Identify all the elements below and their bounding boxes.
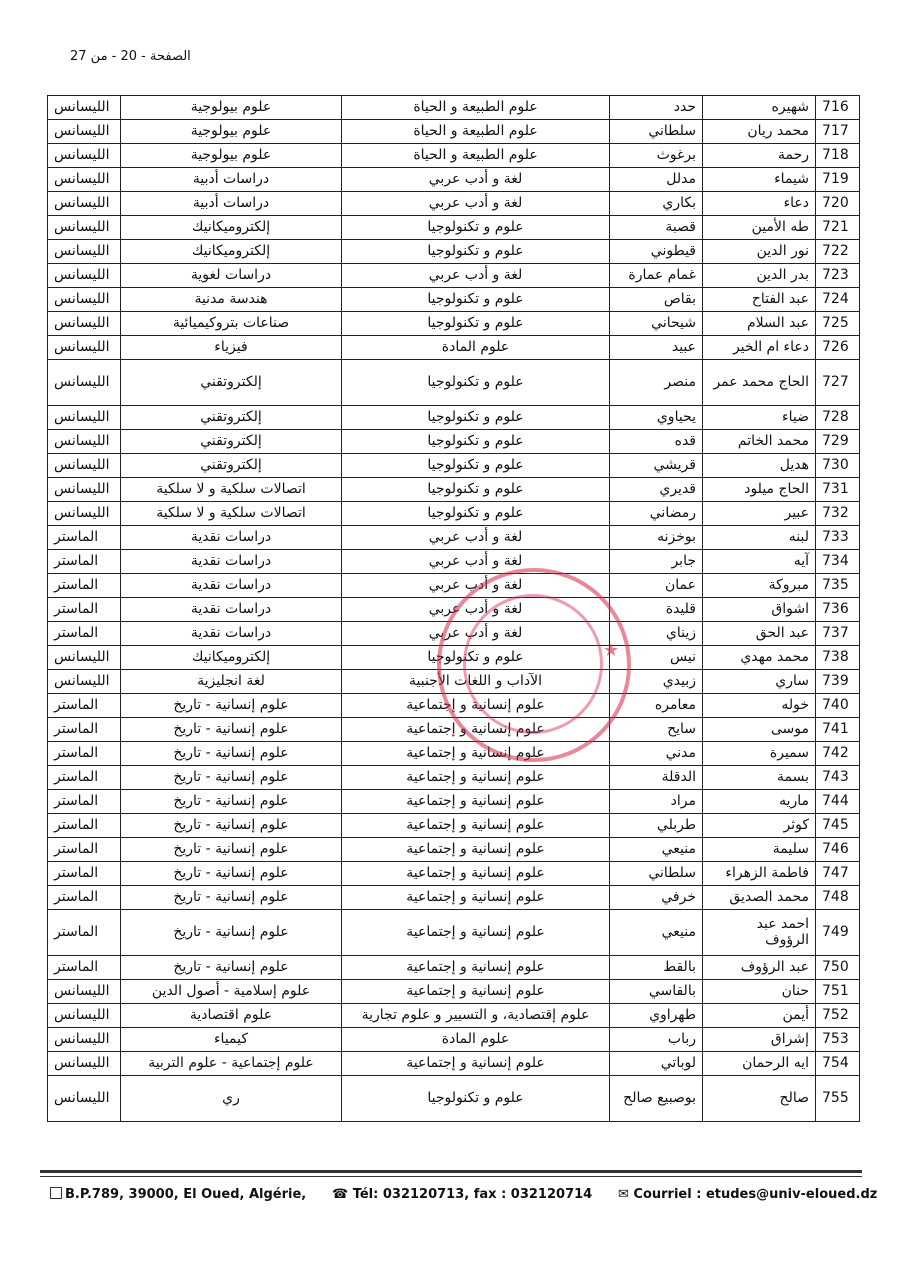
domain-cell: علوم و تكنولوجيا (342, 406, 610, 430)
domain-cell: علوم الطبيعة و الحياة (342, 96, 610, 120)
specialty-cell: كيمياء (121, 1028, 342, 1052)
domain-cell: علوم و تكنولوجيا (342, 430, 610, 454)
table-row (48, 1076, 860, 1122)
last-name-cell: خرفي (610, 886, 703, 910)
stamp-star-icon: ★ (603, 640, 620, 661)
row-number-cell: 723 (816, 264, 860, 288)
domain-cell: علوم و تكنولوجيا (342, 288, 610, 312)
domain-cell: علوم المادة (342, 1028, 610, 1052)
specialty-cell: علوم اقتصادية (121, 1004, 342, 1028)
last-name-cell: بوصبيع صالح (610, 1076, 703, 1122)
degree-level-cell: الليسانس (48, 312, 121, 336)
specialty-cell: اتصالات سلكية و لا سلكية (121, 502, 342, 526)
first-name-cell: محمد ريان (703, 120, 816, 144)
last-name-cell: حدد (610, 96, 703, 120)
specialty-cell: علوم إنسانية - تاريخ (121, 910, 342, 956)
degree-level-cell: الماستر (48, 838, 121, 862)
row-number-cell: 751 (816, 980, 860, 1004)
specialty-cell: علوم بيولوجية (121, 144, 342, 168)
degree-level-cell: الماستر (48, 956, 121, 980)
first-name-cell: فاطمة الزهراء (703, 862, 816, 886)
row-number-cell: 744 (816, 790, 860, 814)
degree-level-cell: الليسانس (48, 478, 121, 502)
row-number-cell: 736 (816, 598, 860, 622)
first-name-cell: سميرة (703, 742, 816, 766)
domain-cell: علوم و تكنولوجيا (342, 312, 610, 336)
table-row (48, 192, 860, 216)
domain-cell: لغة و أدب عربي (342, 168, 610, 192)
domain-cell: علوم إنسانية و إجتماعية (342, 838, 610, 862)
first-name-cell: سليمة (703, 838, 816, 862)
table-row (48, 454, 860, 478)
row-number-cell: 717 (816, 120, 860, 144)
domain-cell: لغة و أدب عربي (342, 622, 610, 646)
last-name-cell: شيحاني (610, 312, 703, 336)
first-name-cell: بسمة (703, 766, 816, 790)
last-name-cell: منصر (610, 360, 703, 406)
specialty-cell: إلكتروميكانيك (121, 240, 342, 264)
table-row (48, 814, 860, 838)
degree-level-cell: الليسانس (48, 1028, 121, 1052)
degree-level-cell: الليسانس (48, 264, 121, 288)
first-name-cell: ايه الرحمان (703, 1052, 816, 1076)
degree-level-cell: الماستر (48, 910, 121, 956)
first-name-cell: ساري (703, 670, 816, 694)
domain-cell: لغة و أدب عربي (342, 598, 610, 622)
degree-level-cell: الليسانس (48, 240, 121, 264)
row-number-cell: 742 (816, 742, 860, 766)
degree-level-cell: الليسانس (48, 502, 121, 526)
degree-level-cell: الليسانس (48, 336, 121, 360)
row-number-cell: 739 (816, 670, 860, 694)
table-row (48, 910, 860, 956)
last-name-cell: قيطوني (610, 240, 703, 264)
domain-cell: علوم إنسانية و إجتماعية (342, 956, 610, 980)
specialty-cell: علوم إنسانية - تاريخ (121, 956, 342, 980)
domain-cell: علوم الطبيعة و الحياة (342, 120, 610, 144)
table-row (48, 862, 860, 886)
table-row (48, 502, 860, 526)
table-row (48, 1004, 860, 1028)
table-row (48, 742, 860, 766)
table-row (48, 264, 860, 288)
specialty-cell: إلكتروميكانيك (121, 646, 342, 670)
last-name-cell: قريشي (610, 454, 703, 478)
row-number-cell: 740 (816, 694, 860, 718)
degree-level-cell: الماستر (48, 814, 121, 838)
specialty-cell: إلكتروتقني (121, 360, 342, 406)
page-number-label: الصفحة - 20 - من 27 (70, 49, 191, 64)
first-name-cell: عبد السلام (703, 312, 816, 336)
degree-level-cell: الماستر (48, 598, 121, 622)
degree-level-cell: الماستر (48, 550, 121, 574)
table-row (48, 1028, 860, 1052)
specialty-cell: دراسات نقدية (121, 550, 342, 574)
domain-cell: علوم إنسانية و إجتماعية (342, 910, 610, 956)
specialty-cell: دراسات لغوية (121, 264, 342, 288)
table-row (48, 406, 860, 430)
row-number-cell: 746 (816, 838, 860, 862)
degree-level-cell: الليسانس (48, 1004, 121, 1028)
last-name-cell: معامره (610, 694, 703, 718)
table-row (48, 360, 860, 406)
domain-cell: علوم إنسانية و إجتماعية (342, 718, 610, 742)
row-number-cell: 726 (816, 336, 860, 360)
specialty-cell: إلكتروتقني (121, 454, 342, 478)
first-name-cell: حنان (703, 980, 816, 1004)
degree-level-cell: الليسانس (48, 1076, 121, 1122)
domain-cell: علوم المادة (342, 336, 610, 360)
table-row (48, 96, 860, 120)
last-name-cell: عبيد (610, 336, 703, 360)
last-name-cell: بالقط (610, 956, 703, 980)
degree-level-cell: الليسانس (48, 144, 121, 168)
first-name-cell: رحمة (703, 144, 816, 168)
last-name-cell: يحياوي (610, 406, 703, 430)
last-name-cell: منيعي (610, 838, 703, 862)
last-name-cell: بالقاسي (610, 980, 703, 1004)
table-row (48, 120, 860, 144)
last-name-cell: سلطاني (610, 120, 703, 144)
last-name-cell: بوخزنه (610, 526, 703, 550)
first-name-cell: آيه (703, 550, 816, 574)
last-name-cell: لوباتي (610, 1052, 703, 1076)
domain-cell: لغة و أدب عربي (342, 192, 610, 216)
last-name-cell: طهراوي (610, 1004, 703, 1028)
specialty-cell: علوم إجتماعية - علوم التربية (121, 1052, 342, 1076)
last-name-cell: مراد (610, 790, 703, 814)
specialty-cell: دراسات نقدية (121, 598, 342, 622)
row-number-cell: 748 (816, 886, 860, 910)
degree-level-cell: الليسانس (48, 646, 121, 670)
table-row (48, 646, 860, 670)
table-row (48, 718, 860, 742)
last-name-cell: الدقلة (610, 766, 703, 790)
first-name-cell: بدر الدين (703, 264, 816, 288)
specialty-cell: دراسات نقدية (121, 574, 342, 598)
first-name-cell: موسى (703, 718, 816, 742)
degree-level-cell: الماستر (48, 526, 121, 550)
specialty-cell: علوم إنسانية - تاريخ (121, 742, 342, 766)
specialty-cell: هندسة مدنية (121, 288, 342, 312)
last-name-cell: مدني (610, 742, 703, 766)
first-name-cell: عبير (703, 502, 816, 526)
last-name-cell: سلطاني (610, 862, 703, 886)
table-row (48, 956, 860, 980)
first-name-cell: محمد الخاتم (703, 430, 816, 454)
row-number-cell: 737 (816, 622, 860, 646)
last-name-cell: قليدة (610, 598, 703, 622)
first-name-cell: دعاء ام الخير (703, 336, 816, 360)
first-name-cell: خوله (703, 694, 816, 718)
degree-level-cell: الليسانس (48, 216, 121, 240)
first-name-cell: إشراق (703, 1028, 816, 1052)
last-name-cell: مدلل (610, 168, 703, 192)
last-name-cell: سايح (610, 718, 703, 742)
row-number-cell: 721 (816, 216, 860, 240)
mailbox-icon (50, 1187, 62, 1199)
specialty-cell: علوم إنسانية - تاريخ (121, 886, 342, 910)
degree-level-cell: الليسانس (48, 192, 121, 216)
specialty-cell: لغة انجليزية (121, 670, 342, 694)
row-number-cell: 738 (816, 646, 860, 670)
footer-divider (40, 1170, 862, 1173)
degree-level-cell: الليسانس (48, 288, 121, 312)
footer-email (618, 1187, 877, 1202)
first-name-cell: محمد مهدي (703, 646, 816, 670)
domain-cell: لغة و أدب عربي (342, 264, 610, 288)
last-name-cell: بكاري (610, 192, 703, 216)
first-name-cell: كوثر (703, 814, 816, 838)
row-number-cell: 749 (816, 910, 860, 956)
row-number-cell: 745 (816, 814, 860, 838)
domain-cell: علوم الطبيعة و الحياة (342, 144, 610, 168)
last-name-cell: غمام عمارة (610, 264, 703, 288)
last-name-cell: منيعي (610, 910, 703, 956)
first-name-cell: عبد الحق (703, 622, 816, 646)
degree-level-cell: الليسانس (48, 430, 121, 454)
domain-cell: علوم إنسانية و إجتماعية (342, 980, 610, 1004)
domain-cell: علوم إنسانية و إجتماعية (342, 742, 610, 766)
row-number-cell: 722 (816, 240, 860, 264)
first-name-cell: محمد الصديق (703, 886, 816, 910)
degree-level-cell: الماستر (48, 790, 121, 814)
specialty-cell: دراسات أدبية (121, 192, 342, 216)
table-row (48, 168, 860, 192)
first-name-cell: ضياء (703, 406, 816, 430)
table-row (48, 430, 860, 454)
domain-cell: علوم و تكنولوجيا (342, 454, 610, 478)
degree-level-cell: الماستر (48, 718, 121, 742)
row-number-cell: 725 (816, 312, 860, 336)
row-number-cell: 734 (816, 550, 860, 574)
degree-level-cell: الليسانس (48, 980, 121, 1004)
last-name-cell: برغوث (610, 144, 703, 168)
first-name-cell: الحاج محمد عمر (703, 360, 816, 406)
domain-cell: علوم و تكنولوجيا (342, 478, 610, 502)
row-number-cell: 716 (816, 96, 860, 120)
first-name-cell: عبد الفتاح (703, 288, 816, 312)
table-row (48, 1052, 860, 1076)
table-row (48, 886, 860, 910)
first-name-cell: عبد الرؤوف (703, 956, 816, 980)
specialty-cell: علوم إنسانية - تاريخ (121, 838, 342, 862)
degree-level-cell: الماستر (48, 862, 121, 886)
degree-level-cell: الليسانس (48, 454, 121, 478)
last-name-cell: جابر (610, 550, 703, 574)
degree-level-cell: الليسانس (48, 360, 121, 406)
domain-cell: علوم إنسانية و إجتماعية (342, 1052, 610, 1076)
specialty-cell: دراسات أدبية (121, 168, 342, 192)
first-name-cell: نور الدين (703, 240, 816, 264)
domain-cell: الآداب و اللغات الأجنبية (342, 670, 610, 694)
student-roster-table (47, 95, 860, 1122)
row-number-cell: 720 (816, 192, 860, 216)
last-name-cell: عمان (610, 574, 703, 598)
domain-cell: لغة و أدب عربي (342, 526, 610, 550)
domain-cell: علوم و تكنولوجيا (342, 646, 610, 670)
table-row (48, 574, 860, 598)
row-number-cell: 727 (816, 360, 860, 406)
degree-level-cell: الليسانس (48, 406, 121, 430)
table-row (48, 312, 860, 336)
specialty-cell: علوم إنسانية - تاريخ (121, 718, 342, 742)
domain-cell: علوم و تكنولوجيا (342, 360, 610, 406)
table-row (48, 670, 860, 694)
row-number-cell: 754 (816, 1052, 860, 1076)
specialty-cell: دراسات نقدية (121, 622, 342, 646)
row-number-cell: 735 (816, 574, 860, 598)
last-name-cell: قده (610, 430, 703, 454)
degree-level-cell: الماستر (48, 766, 121, 790)
first-name-cell: الحاج ميلود (703, 478, 816, 502)
specialty-cell: علوم بيولوجية (121, 120, 342, 144)
row-number-cell: 755 (816, 1076, 860, 1122)
first-name-cell: لبنه (703, 526, 816, 550)
first-name-cell: أيمن (703, 1004, 816, 1028)
footer-address (50, 1187, 306, 1202)
last-name-cell: زبيدي (610, 670, 703, 694)
table-row (48, 694, 860, 718)
table-row (48, 478, 860, 502)
domain-cell: علوم إنسانية و إجتماعية (342, 766, 610, 790)
domain-cell: علوم إنسانية و إجتماعية (342, 790, 610, 814)
row-number-cell: 747 (816, 862, 860, 886)
last-name-cell: قصبة (610, 216, 703, 240)
table-row (48, 526, 860, 550)
row-number-cell: 752 (816, 1004, 860, 1028)
table-row (48, 980, 860, 1004)
specialty-cell: علوم إسلامية - أصول الدين (121, 980, 342, 1004)
row-number-cell: 733 (816, 526, 860, 550)
specialty-cell: علوم إنسانية - تاريخ (121, 766, 342, 790)
specialty-cell: إلكتروتقني (121, 406, 342, 430)
first-name-cell: صالح (703, 1076, 816, 1122)
footer-address-text: B.P.789, 39000, El Oued, Algérie, (65, 1187, 307, 1202)
domain-cell: علوم إنسانية و إجتماعية (342, 814, 610, 838)
first-name-cell: مبروكة (703, 574, 816, 598)
domain-cell: لغة و أدب عربي (342, 574, 610, 598)
row-number-cell: 732 (816, 502, 860, 526)
specialty-cell: اتصالات سلكية و لا سلكية (121, 478, 342, 502)
domain-cell: علوم إنسانية و إجتماعية (342, 886, 610, 910)
table-row (48, 550, 860, 574)
degree-level-cell: الماستر (48, 694, 121, 718)
domain-cell: لغة و أدب عربي (342, 550, 610, 574)
first-name-cell: دعاء (703, 192, 816, 216)
last-name-cell: رمضاني (610, 502, 703, 526)
degree-level-cell: الماستر (48, 574, 121, 598)
degree-level-cell: الليسانس (48, 120, 121, 144)
first-name-cell: احمد عبد الرؤوف (703, 910, 816, 956)
row-number-cell: 731 (816, 478, 860, 502)
roster-body (48, 96, 860, 1122)
footer-phone (332, 1187, 592, 1202)
row-number-cell: 724 (816, 288, 860, 312)
domain-cell: علوم و تكنولوجيا (342, 1076, 610, 1122)
last-name-cell: قديري (610, 478, 703, 502)
table-row (48, 216, 860, 240)
last-name-cell: رباب (610, 1028, 703, 1052)
row-number-cell: 753 (816, 1028, 860, 1052)
degree-level-cell: الليسانس (48, 96, 121, 120)
row-number-cell: 743 (816, 766, 860, 790)
footer-email-text: Courriel : etudes@univ-eloued.dz (633, 1187, 878, 1202)
last-name-cell: طربلي (610, 814, 703, 838)
domain-cell: علوم إنسانية و إجتماعية (342, 694, 610, 718)
row-number-cell: 729 (816, 430, 860, 454)
footer-phone-text: Tél: 032120713, fax : 032120714 (352, 1187, 593, 1202)
domain-cell: علوم و تكنولوجيا (342, 502, 610, 526)
row-number-cell: 728 (816, 406, 860, 430)
first-name-cell: اشواق (703, 598, 816, 622)
first-name-cell: ماريه (703, 790, 816, 814)
degree-level-cell: الليسانس (48, 1052, 121, 1076)
domain-cell: علوم و تكنولوجيا (342, 216, 610, 240)
specialty-cell: صناعات بتروكيميائية (121, 312, 342, 336)
specialty-cell: إلكتروتقني (121, 430, 342, 454)
degree-level-cell: الماستر (48, 886, 121, 910)
row-number-cell: 730 (816, 454, 860, 478)
specialty-cell: علوم إنسانية - تاريخ (121, 790, 342, 814)
degree-level-cell: الليسانس (48, 168, 121, 192)
email-icon: ✉ (618, 1187, 634, 1202)
last-name-cell: بقاص (610, 288, 703, 312)
first-name-cell: طه الأمين (703, 216, 816, 240)
first-name-cell: شيماء (703, 168, 816, 192)
specialty-cell: ري (121, 1076, 342, 1122)
domain-cell: علوم و تكنولوجيا (342, 240, 610, 264)
table-row (48, 766, 860, 790)
domain-cell: علوم إنسانية و إجتماعية (342, 862, 610, 886)
table-row (48, 288, 860, 312)
row-number-cell: 718 (816, 144, 860, 168)
specialty-cell: علوم بيولوجية (121, 96, 342, 120)
row-number-cell: 741 (816, 718, 860, 742)
specialty-cell: علوم إنسانية - تاريخ (121, 814, 342, 838)
row-number-cell: 750 (816, 956, 860, 980)
table-row (48, 622, 860, 646)
specialty-cell: علوم إنسانية - تاريخ (121, 862, 342, 886)
last-name-cell: زيناي (610, 622, 703, 646)
table-row (48, 336, 860, 360)
first-name-cell: هديل (703, 454, 816, 478)
domain-cell: علوم إقتصادية، و التسيير و علوم تجارية (342, 1004, 610, 1028)
degree-level-cell: الماستر (48, 622, 121, 646)
specialty-cell: فيزياء (121, 336, 342, 360)
telephone-icon: ☎ (332, 1187, 353, 1202)
row-number-cell: 719 (816, 168, 860, 192)
degree-level-cell: الليسانس (48, 670, 121, 694)
degree-level-cell: الماستر (48, 742, 121, 766)
table-row (48, 838, 860, 862)
footer-divider-thin (40, 1176, 862, 1177)
table-row (48, 144, 860, 168)
table-row (48, 790, 860, 814)
last-name-cell: نيس (610, 646, 703, 670)
specialty-cell: دراسات نقدية (121, 526, 342, 550)
specialty-cell: علوم إنسانية - تاريخ (121, 694, 342, 718)
table-row (48, 240, 860, 264)
specialty-cell: إلكتروميكانيك (121, 216, 342, 240)
table-row (48, 598, 860, 622)
first-name-cell: شهيره (703, 96, 816, 120)
